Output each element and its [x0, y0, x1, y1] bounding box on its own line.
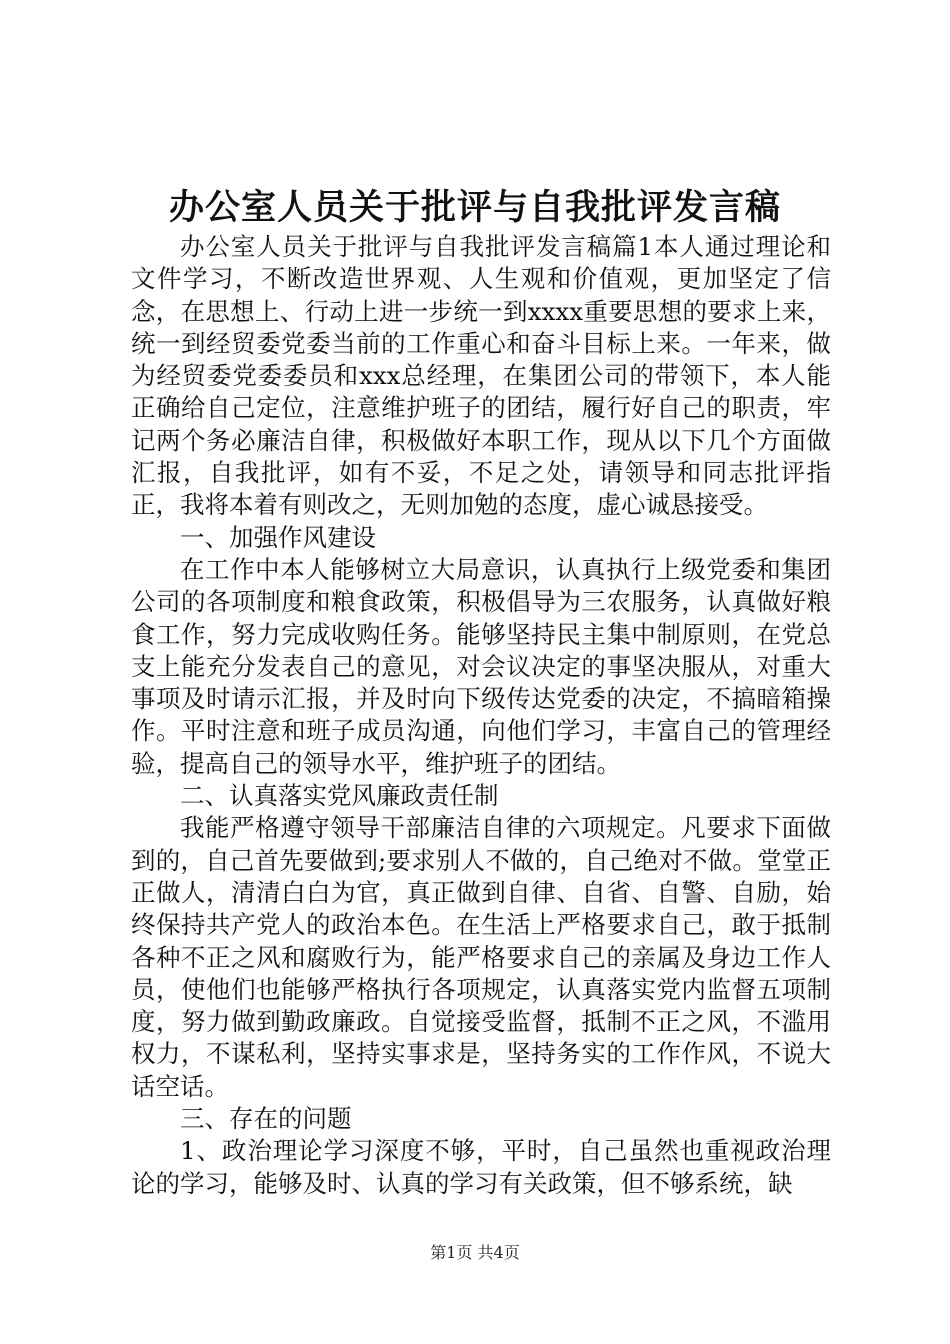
- page-number-footer: 第1页 共4页: [430, 1243, 520, 1262]
- section-heading-3: 三、存在的问题: [180, 1104, 352, 1134]
- paragraph-section-3-item-1: 1、政治理论学习深度不够，平时，自己虽然也重视政治理论的学习，能够及时、认真的学习有关政策，但不够系统，缺: [131, 1136, 831, 1198]
- document-title: 办公室人员关于批评与自我批评发言稿: [168, 187, 781, 228]
- paragraph-intro: 办公室人员关于批评与自我批评发言稿篇1本人通过理论和文件学习，不断改造世界观、人生观和价值观，更加坚定了信念，在思想上、行动上进一步统一到xxxx重要思想的要求上来，统一到经贸委党委当前的工作重心和奋斗目标上来。一年来，做为经贸委党委委员和xxx总经理，在集团公司的带领下，本人能正确给自己定位，注意维护班子的团结，履行好自己的职责，牢记两个务必廉洁自律，积极做好本职工作，现从以下几个方面做汇报，自我批评，如有不妥，不足之处，请领导和同志批评指正，我将本着有则改之，无则加勉的态度，虚心诚恳接受。: [131, 232, 831, 520]
- paragraph-section-1: 在工作中本人能够树立大局意识，认真执行上级党委和集团公司的各项制度和粮食政策，积极倡导为三农服务，认真做好粮食工作，努力完成收购任务。能够坚持民主集中制原则，在党总支上能充分发表自己的意见，对会议决定的事坚决服从，对重大事项及时请示汇报，并及时向下级传达党委的决定，不搞暗箱操作。平时注意和班子成员沟通，向他们学习，丰富自己的管理经验，提高自己的领导水平，维护班子的团结。: [131, 554, 831, 778]
- paragraph-section-2: 我能严格遵守领导干部廉洁自律的六项规定。凡要求下面做到的，自己首先要做到;要求别人不做的，自己绝对不做。堂堂正正做人，清清白白为官，真正做到自律、自省、自警、自励，始终保持共产党人的政治本色。在生活上严格要求自己，敢于抵制各种不正之风和腐败行为，能严格要求自己的亲属及身边工作人员，使他们也能够严格执行各项规定，认真落实党内监督五项制度，努力做到勤政廉政。自觉接受监督，抵制不正之风，不滥用权力，不谋私利，坚持实事求是，坚持务实的工作作风，不说大话空话。: [131, 813, 831, 1101]
- document-body: [131, 231, 831, 1200]
- section-heading-2: 二、认真落实党风廉政责任制: [180, 781, 499, 811]
- section-heading-1: 一、加强作风建设: [180, 522, 376, 552]
